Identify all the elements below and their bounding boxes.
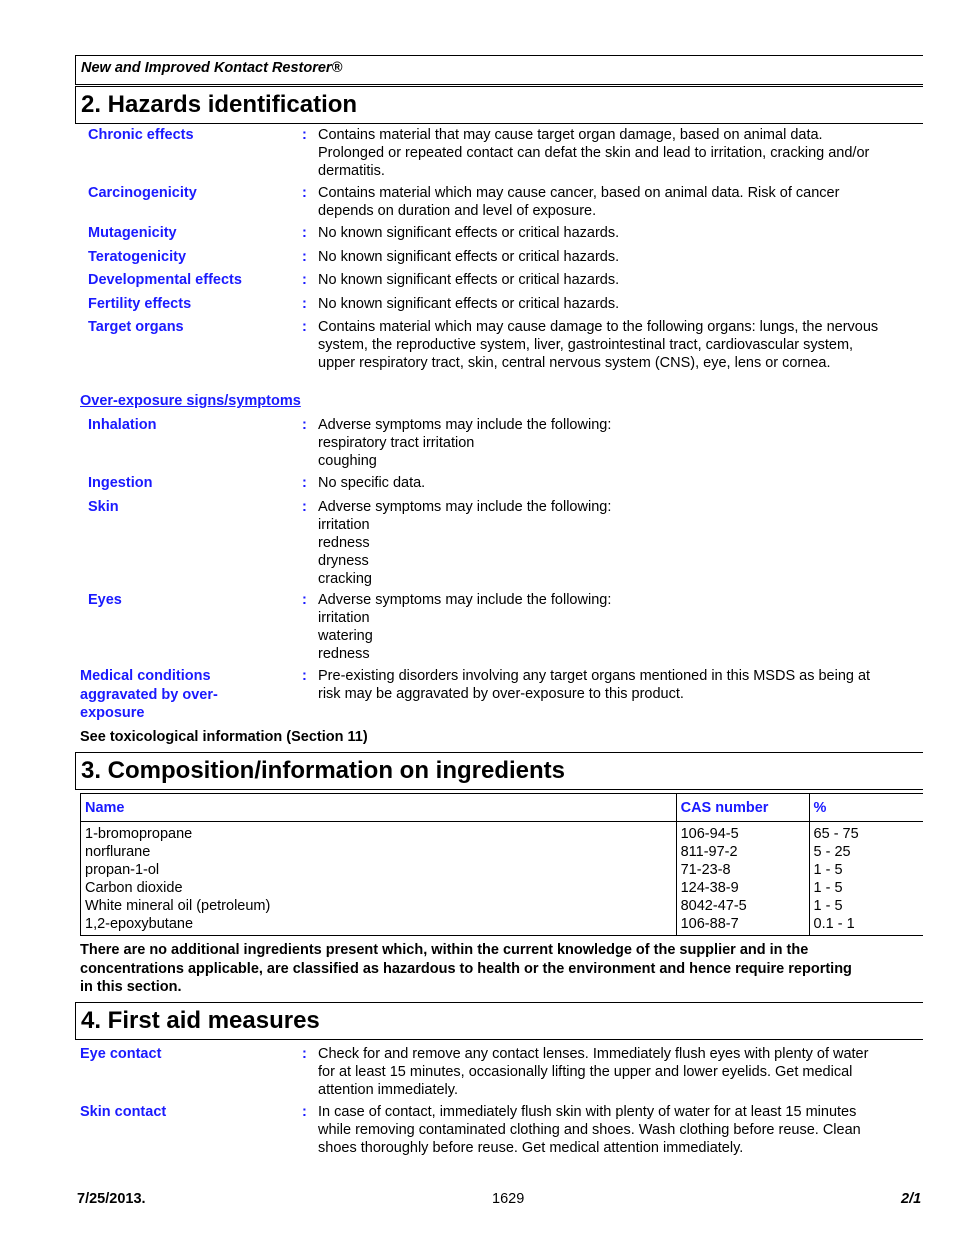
value-line: Adverse symptoms may include the following: <box>318 417 612 433</box>
cas-number: 8042-47-5 <box>680 898 747 914</box>
colon: : <box>302 127 307 143</box>
medical-conditions-value <box>318 667 918 703</box>
colon: : <box>302 668 307 684</box>
colon: : <box>302 1046 307 1062</box>
value-line: risk may be aggravated by over-exposure to this product. <box>318 686 684 702</box>
symptom-value <box>318 498 918 588</box>
footer-date: 7/25/2013. <box>77 1191 146 1207</box>
value-line: depends on duration and level of exposure. <box>318 203 597 219</box>
value-line: upper respiratory tract, skin, central nervous system (CNS), eye, lens or cornea. <box>318 355 831 371</box>
value-line: coughing <box>318 453 377 469</box>
ingredient-name: 1,2-epoxybutane <box>85 916 194 932</box>
first-aid-value <box>318 1045 918 1099</box>
note-line: There are no additional ingredients present which, within the current knowledge of the supplier and in the <box>80 942 809 958</box>
value-line: cracking <box>318 571 372 587</box>
colon: : <box>302 1104 307 1120</box>
section-3-title: 3. Composition/information on ingredients <box>81 757 565 784</box>
cas-number: 106-88-7 <box>680 916 739 932</box>
ingredient-name: propan-1-ol <box>85 862 160 878</box>
symptom-label: Inhalation <box>88 417 157 433</box>
value-line: shoes thoroughly before reuse. Get medical attention immediately. <box>318 1140 744 1156</box>
overexposure-heading[interactable]: Over-exposure signs/symptoms <box>80 393 301 409</box>
column-header-percent: % <box>809 794 923 822</box>
cas-cell <box>676 822 809 936</box>
symptom-label: Eyes <box>88 592 122 608</box>
note-line: in this section. <box>80 979 182 995</box>
hazard-label: Chronic effects <box>88 127 194 143</box>
see-tox-note: See toxicological information (Section 11) <box>80 729 368 745</box>
value-line: watering <box>318 628 373 644</box>
value-line: No known significant effects or critical hazards. <box>318 296 620 312</box>
value-line: No known significant effects or critical hazards. <box>318 272 620 288</box>
value-line: irritation <box>318 610 370 626</box>
value-line: In case of contact, immediately flush skin with plenty of water for at least 15 minutes <box>318 1104 857 1120</box>
label-line: exposure <box>80 705 145 721</box>
colon: : <box>302 319 307 335</box>
section-2-title: 2. Hazards identification <box>81 91 358 118</box>
value-line: Adverse symptoms may include the following: <box>318 592 612 608</box>
hazard-label: Fertility effects <box>88 296 192 312</box>
cas-number: 124-38-9 <box>680 880 739 896</box>
note-line: concentrations applicable, are classified as hazardous to health or the environment and hence require reporting <box>80 960 852 977</box>
hazard-label: Developmental effects <box>88 272 242 288</box>
value-line: system, the reproductive system, liver, gastrointestinal tract, cardiovascular system, <box>318 337 854 353</box>
value-line: while removing contaminated clothing and shoes. Wash clothing before reuse. Clean <box>318 1122 861 1138</box>
label-line: aggravated by over- <box>80 686 218 703</box>
value-line: No known significant effects or critical hazards. <box>318 225 620 241</box>
colon: : <box>302 249 307 265</box>
percent-value: 65 - 75 <box>813 826 859 842</box>
name-cell <box>81 822 677 936</box>
hazard-label: Target organs <box>88 319 184 335</box>
value-line: Contains material which may cause damage to the following organs: lungs, the nervous <box>318 319 879 335</box>
ingredient-name: norflurane <box>85 844 151 860</box>
percent-value: 0.1 - 1 <box>813 916 855 932</box>
value-line: dryness <box>318 553 369 569</box>
colon: : <box>302 499 307 515</box>
product-name: New and Improved Kontact Restorer® <box>81 60 343 76</box>
value-line: Prolonged or repeated contact can defat the skin and lead to irritation, cracking and/or <box>318 145 870 161</box>
hazard-value <box>318 126 918 180</box>
cas-number: 71-23-8 <box>680 862 731 878</box>
value-line: Contains material that may cause target organ damage, based on animal data. <box>318 127 823 143</box>
value-line: redness <box>318 646 370 662</box>
section-4-title: 4. First aid measures <box>81 1007 320 1034</box>
percent-cell <box>809 822 923 936</box>
value-line: redness <box>318 535 370 551</box>
footer-page: 2/1 <box>901 1191 922 1207</box>
hazard-label: Mutagenicity <box>88 225 177 241</box>
hazard-value <box>318 184 918 220</box>
table-row <box>81 822 924 936</box>
section-3-header <box>75 752 923 790</box>
ingredient-name: 1-bromopropane <box>85 826 193 842</box>
first-aid-value <box>318 1103 918 1157</box>
symptom-label: Ingestion <box>88 475 153 491</box>
section-2-header <box>75 86 923 124</box>
medical-conditions-label <box>80 667 218 723</box>
ingredients-note <box>80 941 923 997</box>
first-aid-label: Skin contact <box>80 1104 167 1120</box>
value-line: attention immediately. <box>318 1082 458 1098</box>
section-4-header <box>75 1002 923 1040</box>
value-line: respiratory tract irritation <box>318 435 475 451</box>
symptom-value <box>318 591 918 663</box>
cas-number: 811-97-2 <box>680 844 738 860</box>
ingredient-name: White mineral oil (petroleum) <box>85 898 271 914</box>
hazard-value <box>318 271 918 289</box>
value-line: Pre-existing disorders involving any target organs mentioned in this MSDS as being at <box>318 668 871 684</box>
cas-number: 106-94-5 <box>680 826 739 842</box>
column-header-cas: CAS number <box>676 794 809 822</box>
hazard-value <box>318 224 918 242</box>
percent-value: 1 - 5 <box>813 862 843 878</box>
percent-value: 1 - 5 <box>813 880 843 896</box>
column-header-name: Name <box>81 794 677 822</box>
table-header-row <box>81 794 924 822</box>
colon: : <box>302 475 307 491</box>
hazard-label: Carcinogenicity <box>88 185 197 201</box>
label-line: Medical conditions <box>80 668 211 684</box>
colon: : <box>302 592 307 608</box>
footer-code: 1629 <box>492 1191 525 1207</box>
symptom-value <box>318 416 918 470</box>
percent-value: 5 - 25 <box>813 844 851 860</box>
value-line: No known significant effects or critical hazards. <box>318 249 620 265</box>
colon: : <box>302 185 307 201</box>
symptom-value <box>318 474 918 492</box>
hazard-value <box>318 318 918 372</box>
value-line: irritation <box>318 517 370 533</box>
colon: : <box>302 296 307 312</box>
document-header <box>75 55 923 85</box>
colon: : <box>302 225 307 241</box>
value-line: for at least 15 minutes, occasionally lifting the upper and lower eyelids. Get medical <box>318 1064 853 1080</box>
value-line: Adverse symptoms may include the following: <box>318 499 612 515</box>
colon: : <box>302 272 307 288</box>
value-line: Check for and remove any contact lenses. Immediately flush eyes with plenty of water <box>318 1046 869 1062</box>
value-line: Contains material which may cause cancer, based on animal data. Risk of cancer <box>318 185 840 201</box>
ingredient-name: Carbon dioxide <box>85 880 183 896</box>
hazard-label: Teratogenicity <box>88 249 187 265</box>
hazard-value <box>318 295 918 313</box>
percent-value: 1 - 5 <box>813 898 843 914</box>
symptom-label: Skin <box>88 499 119 515</box>
hazard-value <box>318 248 918 266</box>
first-aid-label: Eye contact <box>80 1046 162 1062</box>
ingredients-table <box>80 793 923 936</box>
value-line: dermatitis. <box>318 163 385 179</box>
colon: : <box>302 417 307 433</box>
value-line: No specific data. <box>318 475 426 491</box>
